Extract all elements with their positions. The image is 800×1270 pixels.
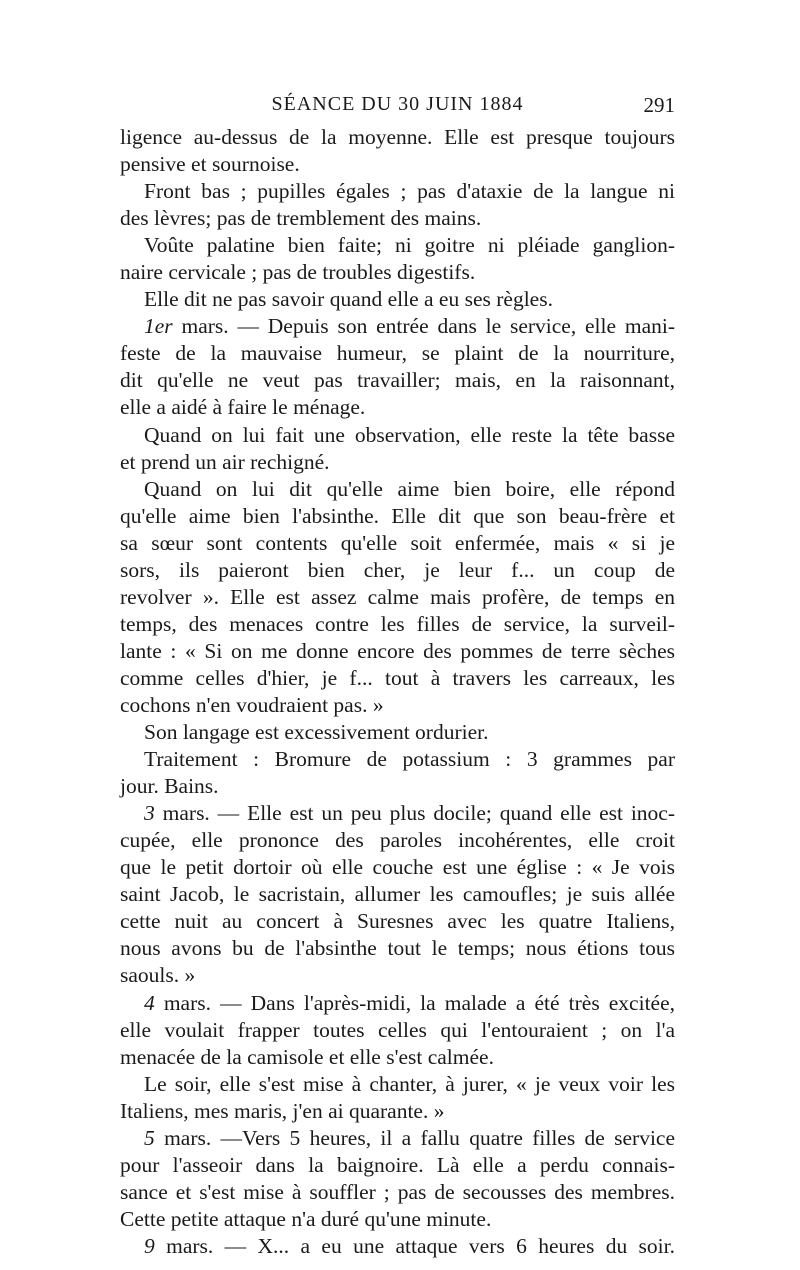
body-text [120,124,675,1260]
text-line: nous avons bu de l'absinthe tout le temps; nous étions tous [120,936,675,961]
text-line-content: mars. — Depuis son entrée dans le service, elle mani- [181,314,676,339]
text-line: Italiens, mes maris, j'en ai quarante. » [120,1098,445,1123]
text-line: Quand on lui fait une observation, elle reste la tête basse [144,422,675,447]
text-line: temps, des menaces contre les filles de service, la surveil- [120,611,675,636]
date-marker: 1er [144,314,173,339]
text-line: cette nuit au concert à Suresnes avec les quatre Italiens, [120,909,675,934]
text-line-content: mars. —Vers 5 heures, il a fallu quatre filles de service [164,1125,676,1150]
text-line: elle voulait frapper toutes celles qui l'entouraient ; on l'a [120,1017,675,1042]
text-line: des lèvres; pas de tremblement des mains. [120,206,482,231]
text-line: Voûte palatine bien faite; ni goitre ni pléiade ganglion- [144,233,675,258]
text-line: Traitement : Bromure de potassium : 3 grammes par [144,747,675,772]
text-line: qu'elle aime bien l'absinthe. Elle dit que son beau-frère et [120,503,675,528]
text-line: sance et s'est mise à souffler ; pas de secousses des membres. [120,1179,675,1204]
page-header [120,93,675,123]
text-line: elle a aidé à faire le ménage. [120,395,366,420]
text-line: que le petit dortoir où elle couche est une église : « Je vois [120,855,675,880]
text-line: et prend un air rechigné. [120,449,330,474]
text-line-dated [120,1233,675,1260]
text-line: saouls. » [120,963,196,988]
text-line: Le soir, elle s'est mise à chanter, à jurer, « je veux voir les [144,1071,675,1096]
text-line: menacée de la camisole et elle s'est calmée. [120,1044,494,1069]
text-line-content: mars. — X... a eu une attaque vers 6 heures du soir. [166,1233,675,1258]
text-line: dit qu'elle ne veut pas travailler; mais, en la raisonnant, [120,368,675,393]
text-line: jour. Bains. [120,774,219,799]
text-line-dated [120,800,675,827]
date-marker: 5 [144,1125,155,1150]
text-line-content: mars. — Elle est un peu plus docile; quand elle est inoc- [162,801,676,826]
text-line: cupée, elle prononce des paroles incohérentes, elle croit [120,828,675,853]
text-line: feste de la mauvaise humeur, se plaint de la nourriture, [120,341,675,366]
text-line: Cette petite attaque n'a duré qu'une minute. [120,1206,492,1231]
date-marker: 3 [144,801,155,826]
text-line-dated [120,990,675,1017]
text-line: sors, ils paieront bien cher, je leur f... un coup de [120,557,675,582]
text-line: lante : « Si on me donne encore des pommes de terre sèches [120,638,675,663]
text-line: pour l'asseoir dans la baignoire. Là elle a perdu connais- [120,1152,675,1177]
text-line: naire cervicale ; pas de troubles digestifs. [120,260,476,285]
text-line: sa sœur sont contents qu'elle soit enfermée, mais « si je [120,530,675,555]
page-number: 291 [643,93,675,117]
running-title: SÉANCE DU 30 JUIN 1884 [271,93,524,115]
text-line: Quand on lui dit qu'elle aime bien boire, elle répond [144,476,675,501]
date-marker: 4 [144,990,155,1015]
text-line-content: mars. — Dans l'après-midi, la malade a été très excitée, [163,990,675,1015]
text-line: comme celles d'hier, je f... tout à travers les carreaux, les [120,665,675,690]
text-line: pensive et sournoise. [120,152,300,177]
text-line: Front bas ; pupilles égales ; pas d'ataxie de la langue ni [144,179,675,204]
text-line: ligence au-dessus de la moyenne. Elle est presque toujours [120,125,675,149]
text-line: cochons n'en voudraient pas. » [120,692,384,717]
text-line: Elle dit ne pas savoir quand elle a eu ses règles. [144,287,553,312]
text-line: Son langage est excessivement ordurier. [144,720,489,745]
text-line-dated [120,1125,675,1152]
date-marker: 9 [144,1233,155,1258]
text-line: saint Jacob, le sacristain, allumer les camoufles; je suis allée [120,882,675,907]
text-line: revolver ». Elle est assez calme mais profère, de temps en [120,584,675,609]
text-line-dated [120,313,675,340]
